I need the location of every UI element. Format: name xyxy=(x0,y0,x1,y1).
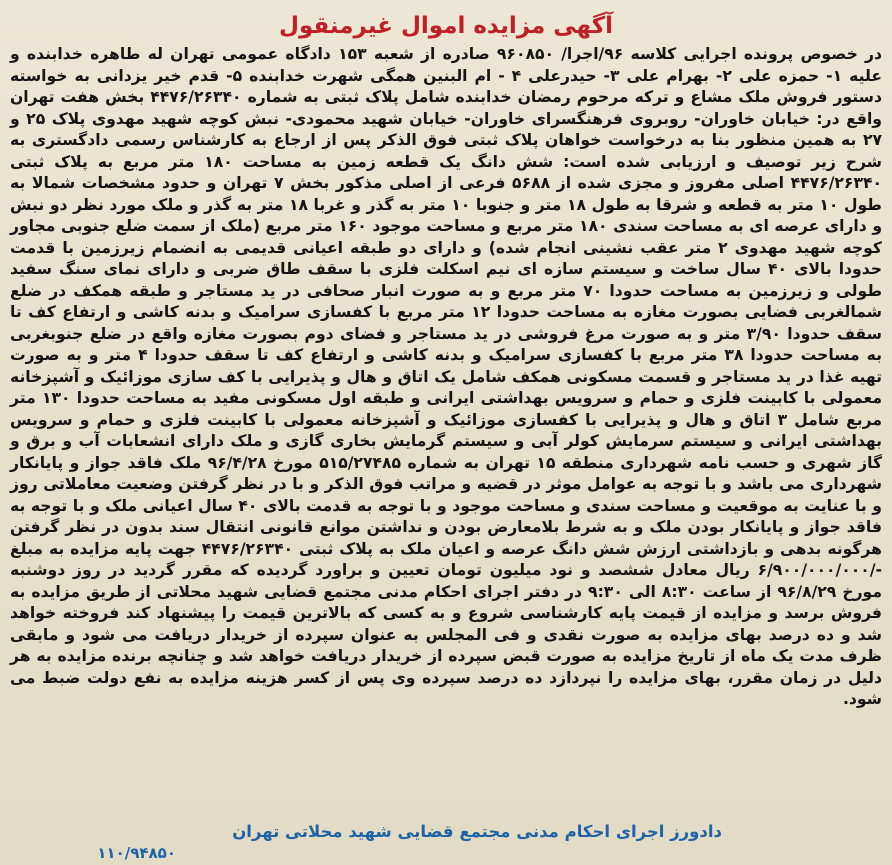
notice-title: آگهی مزایده اموال غیرمنقول xyxy=(278,13,614,39)
notice-reference-code: ۱۱۰/۹۴۸۵۰ xyxy=(97,844,176,862)
notice-signature: دادورز اجرای احکام مدنی مجتمع قضایی شهید محلاتی تهران xyxy=(232,822,722,841)
notice-body: در خصوص پرونده اجرایی کلاسه ۹۶/اجرا/ ۹۶۰۸۵۰ صادره از شعبه ۱۵۳ دادگاه عمومی تهران له طاهره خدابنده و علیه ۱- حمزه علی ۲- بهرام علی ۳- حیدرعلی ۴ - ام البنین همگی شهرت خدابنده ۵- قدم خیر یزدانی به خواسته دستور فروش ملک مشاع و ترکه مرحوم رمضان خدابنده شامل پلاک ثبتی به شماره ۴۴۷۶/۲۶۳۴۰ بخش هفت تهران واقع در: خیابان خاوران- روبروی فرهنگسرای خاوران- خیابان شهید محمودی- نبش کوچه شهید مهدوی پلاک ۲۵ و ۲۷ به همین منظور بنا به درخواست خواهان پلاک ثبتی فوق الذکر پس از ارجاع به کارشناس رسمی دادگستری به شرح زیر توصیف و ارزیابی شده است: شش دانگ یک قطعه زمین به مساحت ۱۸۰ متر مربع به پلاک ثبتی ۴۴۷۶/۲۶۳۴۰ اصلی مفروز و مجزی شده از ۵۶۸۸ فرعی از اصلی مذکور بخش ۷ تهران و حدود مشخصات شمالا به طول ۱۰ متر به قطعه و شرقا به طول ۱۸ متر و جنوبا ۱۰ متر به گذر و غربا ۱۸ متر به گذر و ملک مورد نظر دو نبش و دارای عرصه ای به مساحت سندی ۱۸۰ متر مربع و مساحت موجود ۱۶۰ متر مربع (ملک از سمت ضلع جنوبی مجاور کوچه شهید مهدوی ۲ متر عقب نشینی انجام شده) و دارای دو طبقه اعیانی قدیمی به انضمام زیرزمین با قدمت حدودا بالای ۴۰ سال ساخت و سیستم سازه ای نیم اسکلت فلزی با سقف طاق ضربی و دارای نمای سنگ سفید طولی و زیرزمین به مساحت حدودا ۷۰ متر مربع و به صورت انبار صحافی در ید مستاجر و طبقه همکف در ضلع شمالغربی فضایی بصورت مغازه به مساحت حدودا ۱۲ متر مربع با کفسازی سرامیک و بدنه کاشی و ارتفاع کف تا سقف حدودا ۳/۹۰ متر و به صورت مرغ فروشی در ید مستاجر و فضای دوم بصورت مغازه واقع در ضلع جنوبغربی به مساحت حدودا ۳۸ متر مربع با کفسازی سرامیک و بدنه کاشی و ارتفاع کف تا سقف حدودا ۴ متر و به صورت تهیه غذا در ید مستاجر و قسمت مسکونی همکف شامل یک اتاق و هال و پذیرایی با کف سازی موزائیک و آشپزخانه معمولی با کابینت فلزی و حمام و سرویس بهداشتی ایرانی و طبقه اول مسکونی مفید به مساحت حدودا ۱۳۰ متر مربع شامل ۳ اتاق و هال و پذیرایی با کفسازی موزائیک و آشپزخانه معمولی با کابینت فلزی و حمام و سرویس بهداشتی ایرانی و سیستم سرمایش کولر آبی و سیستم گرمایش بخاری گازی و ملک دارای انشعابات آب و برق و گاز شهری و حسب نامه شهرداری منطقه ۱۵ تهران به شماره ۵۱۵/۲۷۴۸۵ مورخ ۹۶/۴/۲۸ ملک فاقد جواز و پایانکار شهرداری می باشد و با توجه به عوامل موثر در قضیه و مراتب فوق الذکر و با در نظر گرفتن وضعیت معاملاتی روز و با عنایت به موقعیت و مساحت سندی و مساحت موجود و با توجه به قدمت بالای ۴۰ سال اعیانی ملک و با توجه به فاقد جواز و پایانکار بودن ملک و به شرط بلامعارض بودن و نداشتن موانع قانونی انتقال سند بدون در نظر گرفتن هرگونه بدهی و بازداشتی ارزش شش دانگ عرصه و اعیان ملک به پلاک ثبتی ۴۴۷۶/۲۶۳۴۰ جهت پایه مزایده به مبلغ -/۶/۹۰۰/۰۰۰/۰۰۰ ریال معادل ششصد و نود میلیون تومان تعیین و براورد گردیده که مقرر گردید در روز دوشنبه مورخ ۹۶/۸/۲۹ از ساعت ۸:۳۰ الی ۹:۳۰ در دفتر اجرای احکام مدنی مجتمع قضایی شهید محلاتی از طریق مزایده به فروش برسد و مزایده از قیمت پایه کارشناسی شروع و به کسی که بالاترین قیمت را پیشنهاد کند فروخته خواهد شد و ده درصد بهای مزایده به صورت نقدی و فی المجلس به عنوان سپرده از خریدار دریافت می شود و مابقی ظرف مدت یک ماه از تاریخ مزایده به صورت قبض سپرده از خریدار دریافت خواهد شد و چنانچه برنده مزایده به هر دلیل در زمان مقرر، بهای مزایده را نپردازد ده درصد سپرده وی پس از کسر هزینه مزایده به نفع دولت ضبط می شود. xyxy=(10,45,883,708)
